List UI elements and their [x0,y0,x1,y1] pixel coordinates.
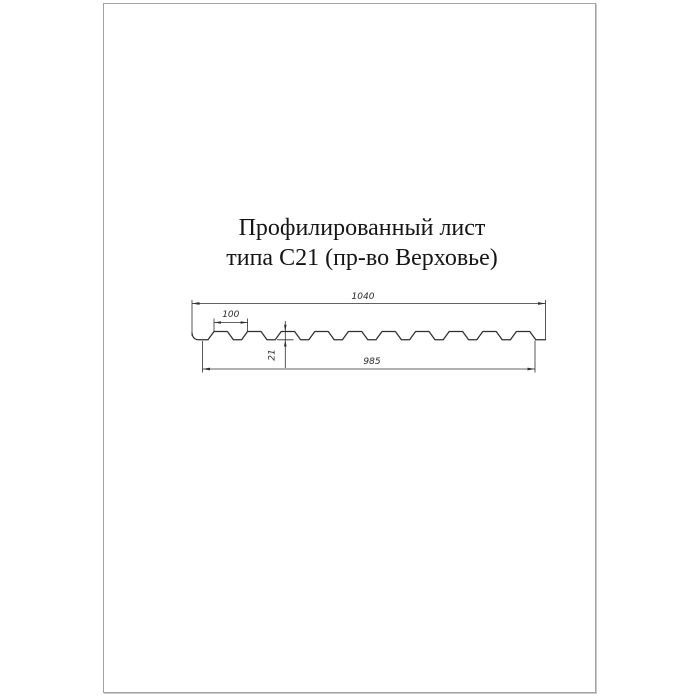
arrowhead-left [192,302,200,305]
dimension-label-21: 21 [267,349,278,361]
arrowhead-bottom [284,340,287,347]
arrowhead-top [284,325,287,332]
dimension-overall-width [192,292,546,340]
technical-drawing [178,280,562,376]
dimension-label-100: 100 [222,310,240,320]
title-line-1: Профилированный лист [238,215,486,241]
dimension-working-width [203,341,536,373]
dimension-label-1040: 1040 [351,292,375,302]
profile-outline [192,332,546,340]
arrowhead-right [538,302,546,305]
dimension-label-985: 985 [363,357,381,367]
arrowhead-left [214,321,221,324]
dimension-profile-height [268,321,294,368]
drawing-title [178,213,546,273]
arrowhead-right [241,321,248,324]
arrowhead-right [528,368,536,371]
title-line-2: типа С21 (пр-во Верховье) [226,245,498,271]
dimension-wave-pitch [214,310,248,331]
arrowhead-left [203,368,211,371]
